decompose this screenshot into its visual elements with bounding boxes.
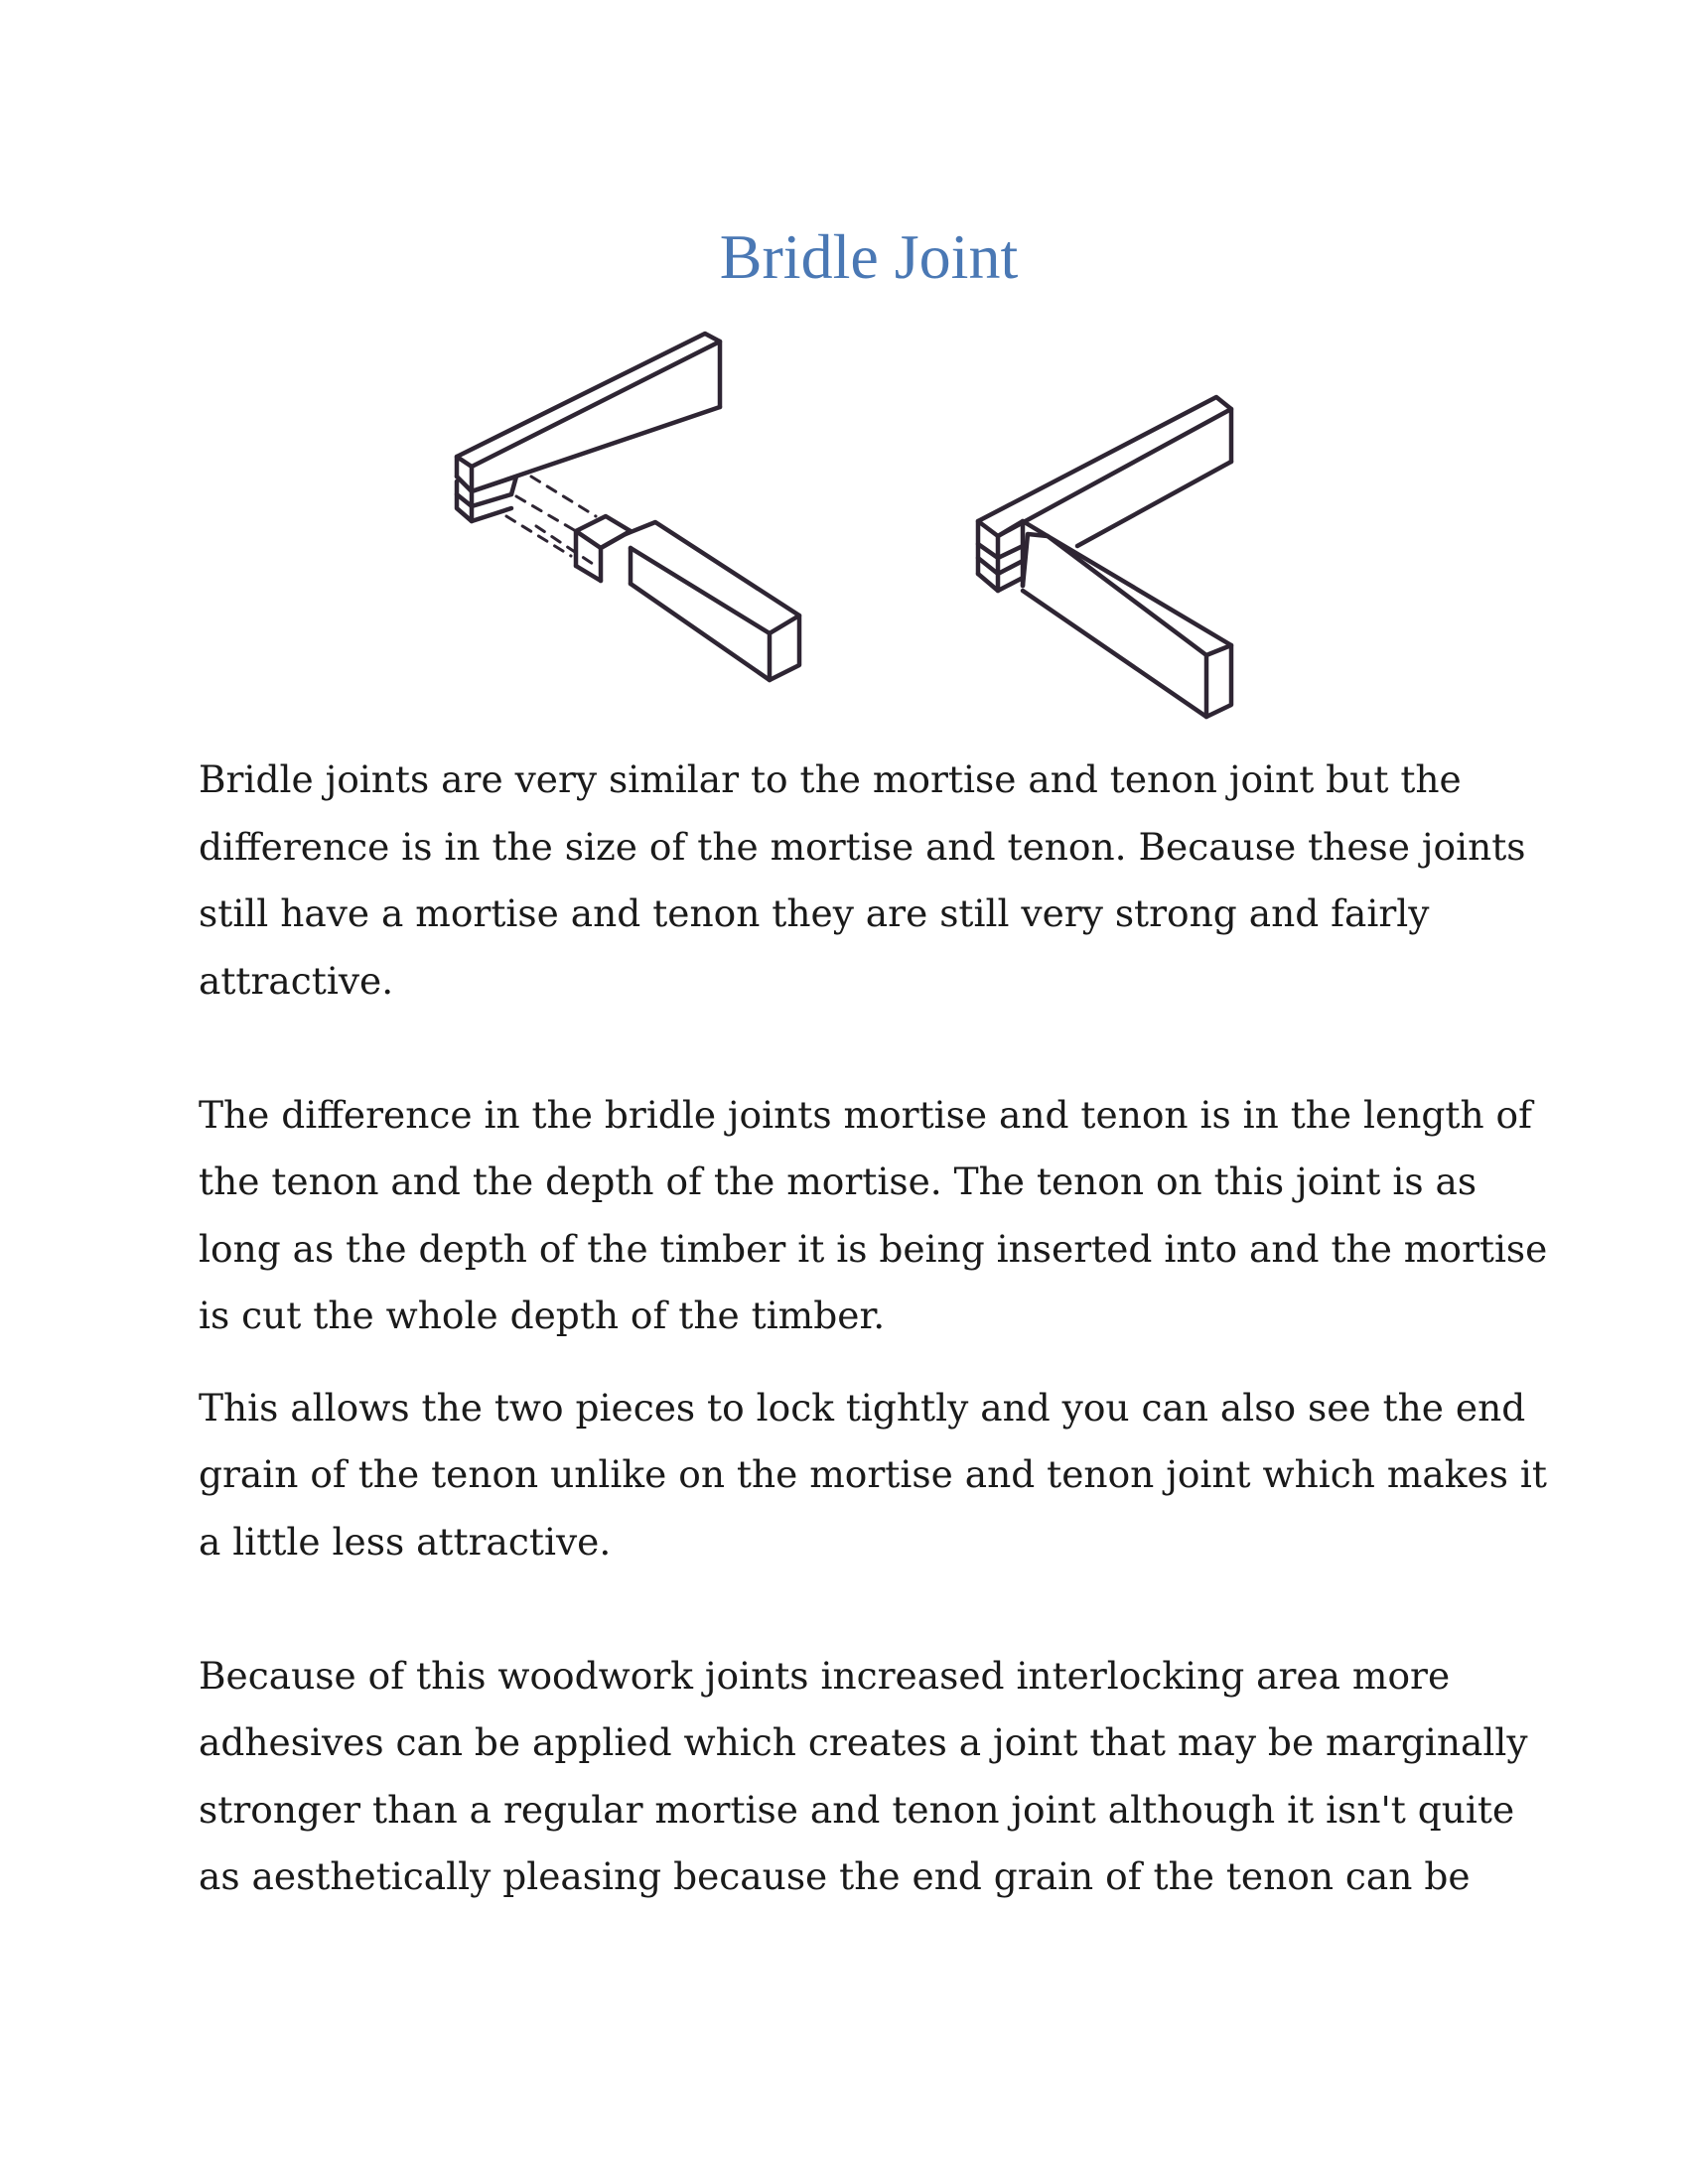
paragraph-intro: Bridle joints are very similar to the mortise and tenon joint but the difference is in the size of the mortise and tenon. Because these joints still have a mortise and tenon they are still very strong and fairly attractive. bbox=[199, 757, 1526, 1003]
assembled-joint-drawing bbox=[968, 387, 1296, 754]
page-title: Bridle Joint bbox=[719, 221, 1019, 292]
paragraph-difference: The difference in the bridle joints mortise and tenon is in the length of the tenon and the depth of the mortise. The tenon on this joint is as long as the depth of the timber it is being inserted into and the mortise is cut the whole depth of the timber. bbox=[199, 1092, 1548, 1337]
paragraph-lock: This allows the two pieces to lock tightly and you can also see the end grain of the tenon unlike on the mortise and tenon joint which makes it a little less attractive. bbox=[199, 1385, 1547, 1564]
paragraph-adhesives: Because of this woodwork joints increased interlocking area more adhesives can be applied which creates a joint that may be marginally stronger than a regular mortise and tenon joint although it isn't quite as aesthetically pleasing because the end grain of the tenon can be bbox=[199, 1653, 1528, 1898]
exploded-joint-drawing bbox=[437, 328, 834, 715]
document-body bbox=[199, 747, 1549, 1911]
joint-illustration bbox=[0, 328, 1688, 725]
